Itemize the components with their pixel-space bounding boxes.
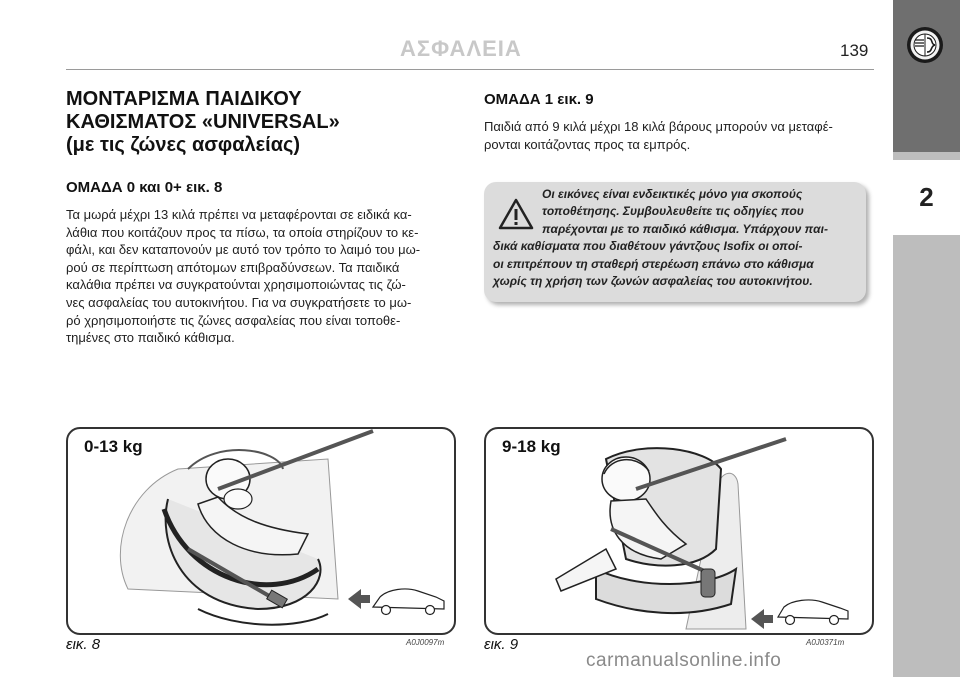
warning-line: δικά καθίσματα που διαθέτουν γάντζους Isofix οι οποί- xyxy=(493,239,803,253)
figure-weight-label: 9-18 kg xyxy=(502,437,561,456)
group-0-paragraph xyxy=(66,206,460,347)
figure-8 xyxy=(66,427,456,635)
section-heading xyxy=(66,88,466,157)
warning-box xyxy=(484,182,866,302)
warning-line: παρέχονται με το παιδικό κάθισμα. Υπάρχουν παι- xyxy=(542,222,828,236)
paragraph-line: ρονται κοιτάζοντας προς τα εμπρός. xyxy=(484,136,691,152)
group-1-paragraph xyxy=(484,118,868,153)
paragraph-line: ρού σε περίπτωση απότομων επιβραδύνσεων. Τα παιδικά xyxy=(66,259,400,275)
paragraph-line: Παιδιά από 9 κιλά μέχρι 18 κιλά βάρους μπορούν να μεταφέ- xyxy=(484,119,833,134)
chapter-side-tab-top xyxy=(893,0,960,152)
figure-caption: εικ. 9 xyxy=(484,636,519,653)
alfa-romeo-logo-icon xyxy=(906,26,944,64)
child-seat-illustration xyxy=(486,429,872,633)
warning-triangle-icon xyxy=(498,198,534,230)
paragraph-line: ρό χρησιμοποιήστε τις ζώνες ασφαλείας που είναι τοποθε- xyxy=(66,312,401,328)
warning-line: οι επιτρέπουν τη σταθερή στερέωση επάνω στο κάθισμα xyxy=(493,257,814,271)
group-0-heading: ΟΜΑΔΑ 0 και 0+ εικ. 8 xyxy=(66,179,223,196)
paragraph-line: Τα μωρά μέχρι 13 κιλά πρέπει να μεταφέρονται σε ειδικά κα- xyxy=(66,207,412,222)
paragraph-line: φάλι, και δεν καταπονούν με αυτό τον τρόπο το λαιμό του μω- xyxy=(66,242,421,258)
warning-line: Οι εικόνες είναι ενδεικτικές μόνο για σκοπούς xyxy=(542,187,803,201)
figure-caption: εικ. 8 xyxy=(66,636,101,653)
group-1-heading: ΟΜΑΔΑ 1 εικ. 9 xyxy=(484,91,594,108)
paragraph-line: νες ασφαλείας του αυτοκινήτου. Για να συγκρατήσετε το μω- xyxy=(66,294,412,310)
chapter-number-box[interactable] xyxy=(893,160,960,235)
section-heading-line: (με τις ζώνες ασφαλείας) xyxy=(66,134,301,156)
warning-line: τοποθέτησης. Συμβουλευθείτε τις οδηγίες που xyxy=(542,204,804,218)
section-heading-line: ΜΟΝΤΑΡΙΣΜΑ ΠΑΙΔΙΚΟΥ xyxy=(66,88,302,110)
section-heading-line: ΚΑΘΙΣΜΑΤΟΣ «UNIVERSAL» xyxy=(66,111,340,133)
paragraph-line: τημένες στο παιδικό κάθισμα. xyxy=(66,330,235,346)
figure-weight-label: 0-13 kg xyxy=(84,437,143,456)
header-divider xyxy=(66,69,874,70)
watermark: carmanualsonline.info xyxy=(586,650,782,671)
chapter-number: 2 xyxy=(919,182,934,212)
paragraph-line: λάθια που κοιτάζουν προς τα πίσω, τα οποία στηρίζουν το κε- xyxy=(66,224,419,240)
infant-carrier-illustration xyxy=(68,429,454,633)
page-header-title: ΑΣΦΑΛΕΙΑ xyxy=(400,36,522,61)
paragraph-line: καλάθια πρέπει να συγκρατούνται χρησιμοποιώντας τις ζώ- xyxy=(66,277,406,293)
figure-code: A0J0097m xyxy=(406,638,445,647)
figure-9 xyxy=(484,427,874,635)
warning-line: χωρίς τη χρήση των ζωνών ασφαλείας του αυτοκινήτου. xyxy=(493,274,813,288)
figure-code: A0J0371m xyxy=(806,638,845,647)
page-number: 139 xyxy=(840,41,869,60)
